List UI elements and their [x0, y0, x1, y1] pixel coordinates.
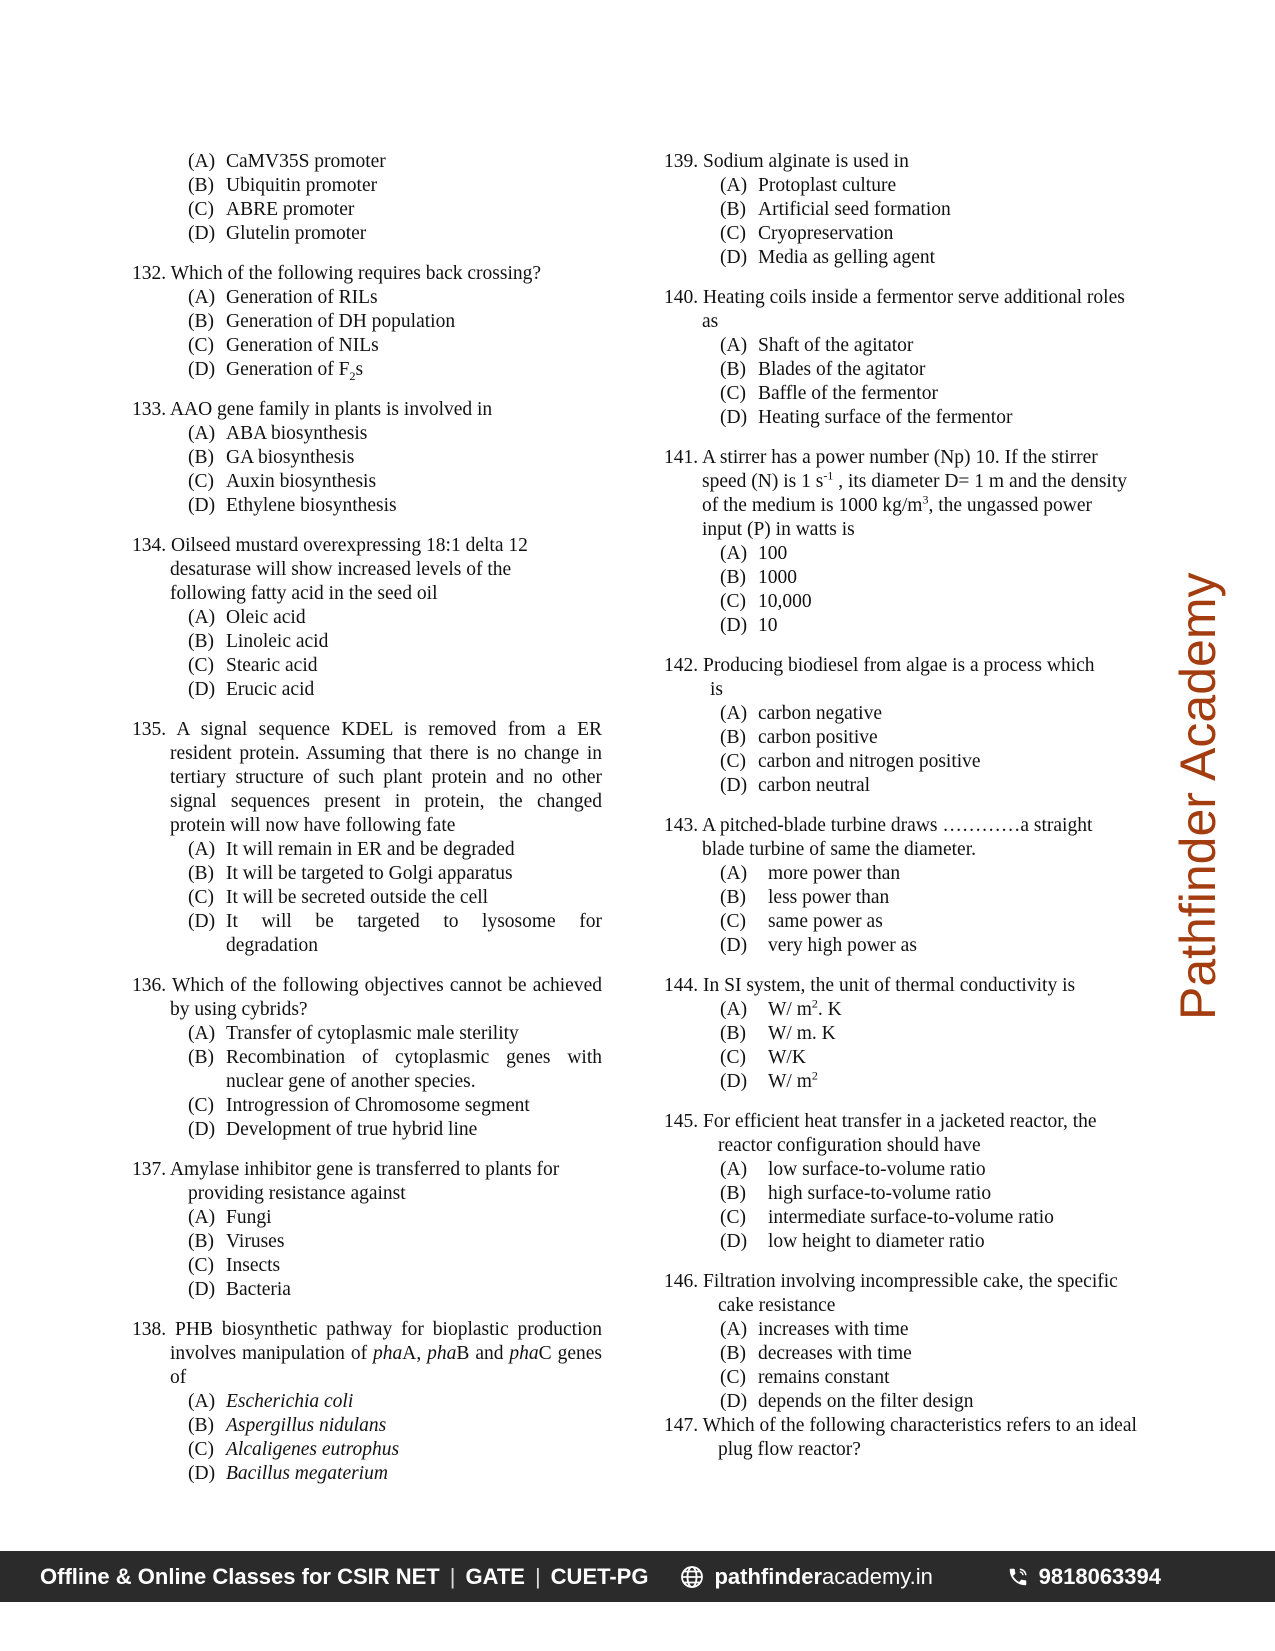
option-d: (D) very high power as — [720, 935, 917, 956]
option-b: (B) carbon positive — [720, 727, 878, 748]
option-b: (B) Viruses — [188, 1231, 285, 1252]
option-d: (D) 10 — [720, 615, 778, 636]
option-a: (A) Oleic acid — [188, 607, 306, 628]
option-d: (D) Bacillus megaterium — [188, 1463, 388, 1484]
option-c: (C) ABRE promoter — [188, 199, 355, 220]
footer-website-link[interactable] — [680, 1565, 932, 1589]
question-131-options — [132, 150, 602, 246]
option-a: (A) Generation of RILs — [188, 287, 378, 308]
question-text: 133. AAO gene family in plants is involved in — [132, 399, 493, 420]
option-c: (C) same power as — [720, 911, 883, 932]
website-light: academy.in — [822, 1563, 933, 1589]
question-text: 136. Which of the following objectives cannot be achieved by using cybrids? — [132, 975, 602, 1020]
option-d: (D) It will be targeted to lysosome for degradation — [188, 911, 602, 956]
option-d: (D) low height to diameter ratio — [720, 1231, 985, 1252]
option-b: (B) It will be targeted to Golgi apparatus — [188, 863, 513, 884]
option-b: (B) Artificial seed formation — [720, 199, 951, 220]
option-d: (D) Ethylene biosynthesis — [188, 495, 397, 516]
option-b: (B) W/ m. K — [720, 1023, 836, 1044]
option-d: (D) carbon neutral — [720, 775, 871, 796]
option-a: (A) It will remain in ER and be degraded — [188, 839, 515, 860]
website-bold: pathfinder — [714, 1563, 823, 1589]
option-d: (D) Glutelin promoter — [188, 223, 367, 244]
option-a: (A) Protoplast culture — [720, 175, 897, 196]
question-text: 135. A signal sequence KDEL is removed from a ER resident protein. Assuming that there is no change in tertiary structure of such plant protein and no other signal sequences present in protein, the changed protein will now have following fate — [132, 719, 602, 836]
option-a: (A) Transfer of cytoplasmic male sterility — [188, 1023, 519, 1044]
question-text: 146. Filtration involving incompressible cake, the specific cake resistance — [664, 1271, 1118, 1316]
question-text: 141. A stirrer has a power number (Np) 10. If the stirrer speed (N) is 1 $s^{-1}$ , its diameter D= 1 m and the density of the medium is 1000 $kg/m^3$, the ungassed power input (P) in watts is — [664, 447, 1128, 540]
option-c: (C) intermediate surface-to-volume ratio — [720, 1207, 1054, 1228]
phone-icon — [1007, 1566, 1029, 1588]
question-text: 147. Which of the following characteristics refers to an ideal plug flow reactor? — [664, 1415, 1137, 1460]
option-d: (D) Generation of $F_2s$ — [188, 359, 364, 383]
option-c: (C) Baffle of the fermentor — [720, 383, 938, 404]
option-a: (A) low surface-to-volume ratio — [720, 1159, 986, 1180]
question-139 — [664, 150, 1136, 270]
option-c: (C) carbon and nitrogen positive — [720, 751, 981, 772]
footer-gate: GATE — [465, 1563, 525, 1589]
footer-cuet: CUET-PG — [550, 1563, 649, 1589]
option-b: (B) decreases with time — [720, 1343, 912, 1364]
option-b: (B) GA biosynthesis — [188, 447, 355, 468]
question-141 — [664, 446, 1136, 638]
option-b: (B) Generation of DH population — [188, 311, 456, 332]
option-b: (B) Aspergillus nidulans — [188, 1415, 387, 1436]
option-b: (B) less power than — [720, 887, 890, 908]
option-b: (B) Recombination of cytoplasmic genes with nuclear gene of another species. — [188, 1047, 602, 1092]
option-c: (C) Alcaligenes eutrophus — [188, 1439, 400, 1460]
left-column — [132, 150, 602, 1502]
question-text: 140. Heating coils inside a fermentor serve additional roles as — [664, 287, 1125, 332]
option-a: (A) increases with time — [720, 1319, 909, 1340]
question-137 — [132, 1158, 602, 1302]
option-a: (A) CaMV35S promoter — [188, 151, 386, 172]
option-c: (C) Cryopreservation — [720, 223, 894, 244]
option-d: (D) Media as gelling agent — [720, 247, 936, 268]
option-c: (C) Auxin biosynthesis — [188, 471, 377, 492]
option-d: (D) Bacteria — [188, 1279, 291, 1300]
question-136 — [132, 974, 602, 1142]
option-c: (C) W/K — [720, 1047, 806, 1068]
question-146 — [664, 1270, 1136, 1414]
question-text: 134. Oilseed mustard overexpressing 18:1 delta 12 desaturase will show increased levels of the following fatty acid in the seed oil — [132, 535, 528, 604]
option-d: (D) depends on the filter design — [720, 1391, 974, 1412]
question-144 — [664, 974, 1136, 1094]
question-text: 144. In SI system, the unit of thermal conductivity is — [664, 975, 1076, 996]
option-b: (B) high surface-to-volume ratio — [720, 1183, 992, 1204]
question-142 — [664, 654, 1136, 798]
question-text: 132. Which of the following requires back crossing? — [132, 263, 542, 284]
footer-classes — [40, 1565, 648, 1589]
option-d: (D) Heating surface of the fermentor — [720, 407, 1013, 428]
question-138 — [132, 1318, 602, 1486]
option-a: (A) Shaft of the agitator — [720, 335, 914, 356]
footer-bar — [0, 1551, 1275, 1602]
option-c: (C) Insects — [188, 1255, 281, 1276]
option-b: (B) Ubiquitin promoter — [188, 175, 378, 196]
question-text: 142. Producing biodiesel from algae is a process which is — [664, 655, 1095, 700]
question-145 — [664, 1110, 1136, 1254]
phone-number: 9818063394 — [1038, 1563, 1161, 1589]
option-c: (C) Stearic acid — [188, 655, 318, 676]
footer-separator: | — [449, 1563, 456, 1589]
question-132 — [132, 262, 602, 382]
option-c: (C) Generation of NILs — [188, 335, 379, 356]
question-text: 143. A pitched-blade turbine draws …………a straight blade turbine of same the diameter. — [664, 815, 1093, 860]
option-b: (B) 1000 — [720, 567, 797, 588]
question-text: 137. Amylase inhibitor gene is transferred to plants for providing resistance against — [132, 1159, 560, 1204]
question-147 — [664, 1414, 1136, 1462]
option-b: (B) Linoleic acid — [188, 631, 329, 652]
option-a: (A) Fungi — [188, 1207, 272, 1228]
option-a: (A) 100 — [720, 543, 788, 564]
option-c: (C) It will be secreted outside the cell — [188, 887, 489, 908]
option-d: (D) Development of true hybrid line — [188, 1119, 478, 1140]
globe-icon — [680, 1565, 704, 1589]
question-text: 145. For efficient heat transfer in a jacketed reactor, the reactor configuration should have — [664, 1111, 1097, 1156]
option-a: (A) Escherichia coli — [188, 1391, 354, 1412]
question-text: 139. Sodium alginate is used in — [664, 151, 909, 172]
option-d: (D) W/ $m^2$ — [720, 1068, 818, 1092]
question-134 — [132, 534, 602, 702]
option-a: (A) ABA biosynthesis — [188, 423, 368, 444]
question-135 — [132, 718, 602, 958]
question-133 — [132, 398, 602, 518]
option-c: (C) Introgression of Chromosome segment — [188, 1095, 530, 1116]
question-140 — [664, 286, 1136, 430]
option-a: (A) more power than — [720, 863, 901, 884]
right-column — [664, 150, 1136, 1478]
option-c: (C) 10,000 — [720, 591, 812, 612]
option-a: (A) W/ $m^2$. K — [720, 996, 842, 1020]
footer-classes-text: Offline & Online Classes for CSIR NET — [40, 1563, 440, 1589]
option-a: (A) carbon negative — [720, 703, 882, 724]
option-d: (D) Erucic acid — [188, 679, 315, 700]
option-b: (B) Blades of the agitator — [720, 359, 926, 380]
question-text: 138. PHB biosynthetic pathway for bioplastic production involves manipulation of phaA, phaB and phaC genes of — [132, 1319, 602, 1388]
footer-separator: | — [534, 1563, 541, 1589]
question-143 — [664, 814, 1136, 958]
watermark-brand-text: Pathfinder Academy — [1170, 572, 1226, 1020]
footer-phone[interactable] — [1007, 1565, 1161, 1589]
option-c: (C) remains constant — [720, 1367, 890, 1388]
